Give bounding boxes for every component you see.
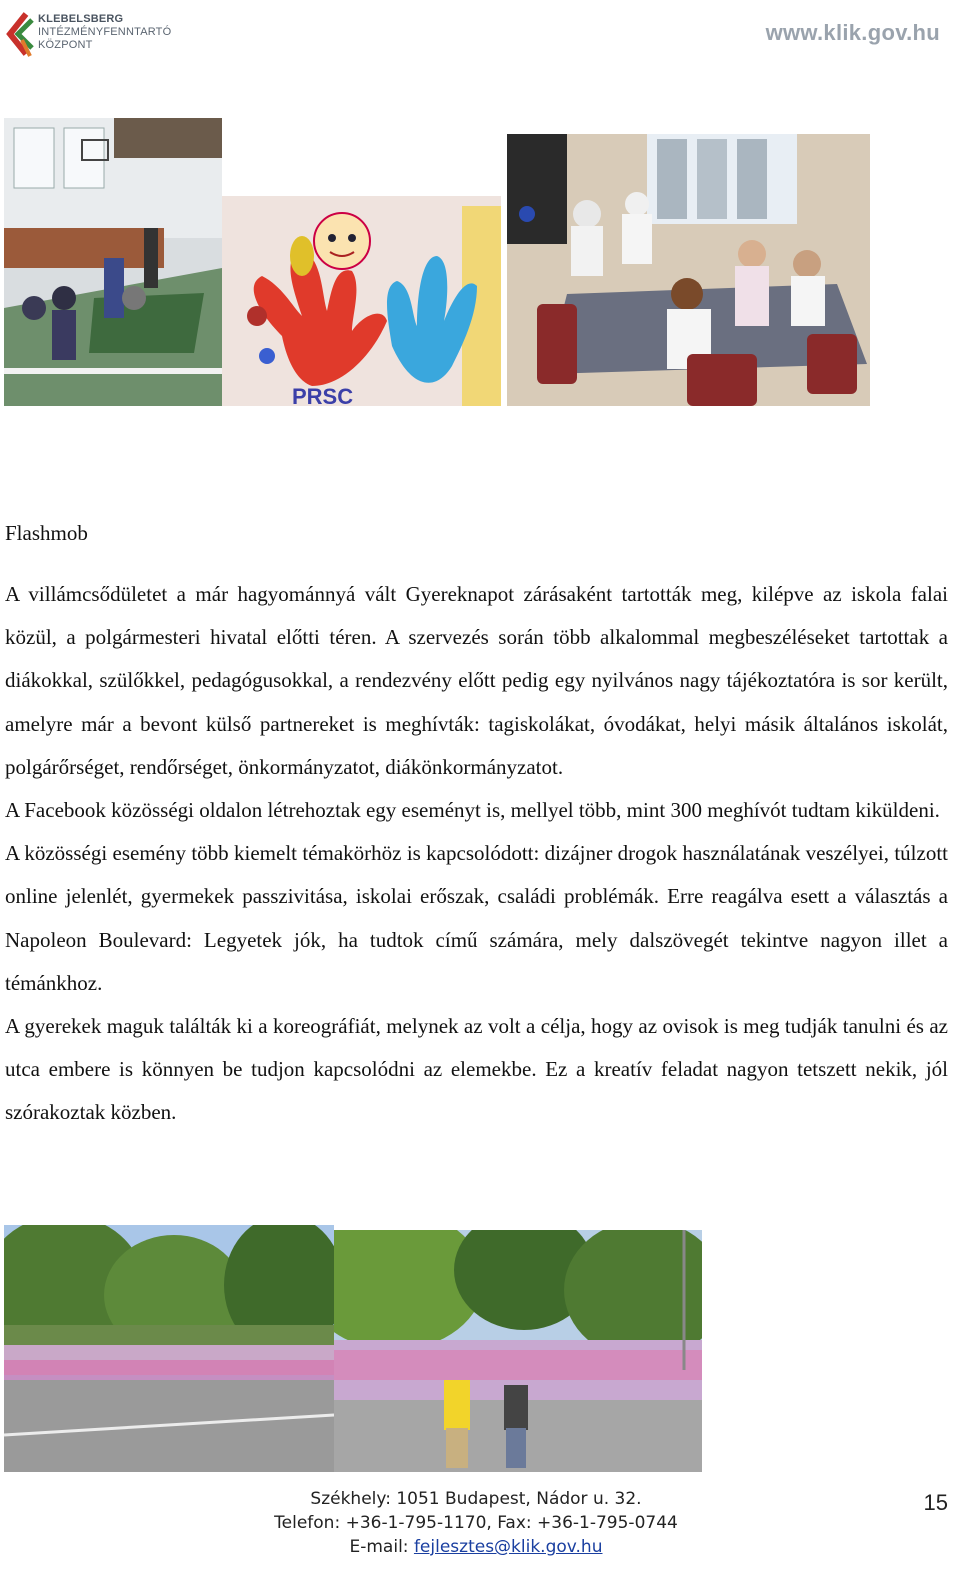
site-url[interactable]: www.klik.gov.hu	[765, 20, 940, 45]
footer-phone: Telefon: +36-1-795-1170, Fax: +36-1-795-0744	[274, 1513, 678, 1533]
gym-wheelchair-activity-photo	[4, 118, 222, 406]
drawing-caption: PRSC	[292, 384, 354, 406]
page-number: 15	[923, 1490, 948, 1515]
paragraph-4: A gyerekek maguk találták ki a koreográfiát, melynek az volt a célja, hogy az ovisok is meg tudják tanulni és az utca embere is könnyen be tudjon kapcsolódni az elemekbe. Ez a kreatív feladat nagyon tetszett nekik, jól szórakoztak közben.	[5, 1014, 948, 1125]
paragraph-3: A közösségi esemény több kiemelt témakörhöz is kapcsolódott: dizájner drogok használatának veszélyei, túlzott online jelenlét, gyermekek passzivitása, iskolai erőszak, családi problémák. Erre reagálva esett a választás a Napoleon Boulevard: Legyetek jók, ha tudtok című számára, mely dalszövegét tekintve nagyon illet a témánkhoz.	[5, 841, 948, 995]
logo-line-2: INTÉZMÉNYFENNTARTÓ	[38, 26, 172, 38]
footer-email-label: E-mail:	[349, 1537, 414, 1557]
klik-logo-mark-icon	[4, 10, 36, 62]
klik-logo	[4, 10, 194, 62]
logo-line-3: KÖZPONT	[38, 39, 93, 51]
section-body	[5, 573, 948, 1135]
page-footer	[180, 1487, 772, 1559]
hand-drawing-photo	[222, 196, 501, 406]
logo-text	[38, 13, 171, 52]
children-crafting-photo	[507, 134, 870, 406]
section-heading: Flashmob	[5, 521, 88, 545]
flashmob-crowd-photo-left	[4, 1225, 334, 1472]
footer-email-link[interactable]: fejlesztes@klik.gov.hu	[413, 1537, 603, 1557]
paragraph-1: A villámcsődületet a már hagyománnyá vált Gyereknapot zárásaként tartották meg, kilépve az iskola falai közül, a polgármesteri hivatal előtti téren. A szervezés során több alkalommal megbeszéléseket tartottak a diákokkal, szülőkkel, pedagógusokkal, a rendezvény előtt pedig egy nyilvános nagy tájékoztatóra is sor került, amelyre már a bevont külső partnereket is meghívták: tagiskolákat, óvodákat, helyi másik általános iskolát, polgárőrséget, rendőrséget, önkormányzatot, diákönkormányzatot.	[5, 582, 948, 779]
footer-email-line	[180, 1535, 772, 1559]
logo-line-1: KLEBELSBERG	[38, 13, 124, 25]
paragraph-2: A Facebook közösségi oldalon létrehoztak egy eseményt is, mellyel több, mint 300 meghívót tudtam kiküldeni.	[5, 798, 940, 823]
flashmob-crowd-photo-right	[334, 1230, 702, 1472]
footer-address: Székhely: 1051 Budapest, Nádor u. 32.	[310, 1489, 642, 1509]
